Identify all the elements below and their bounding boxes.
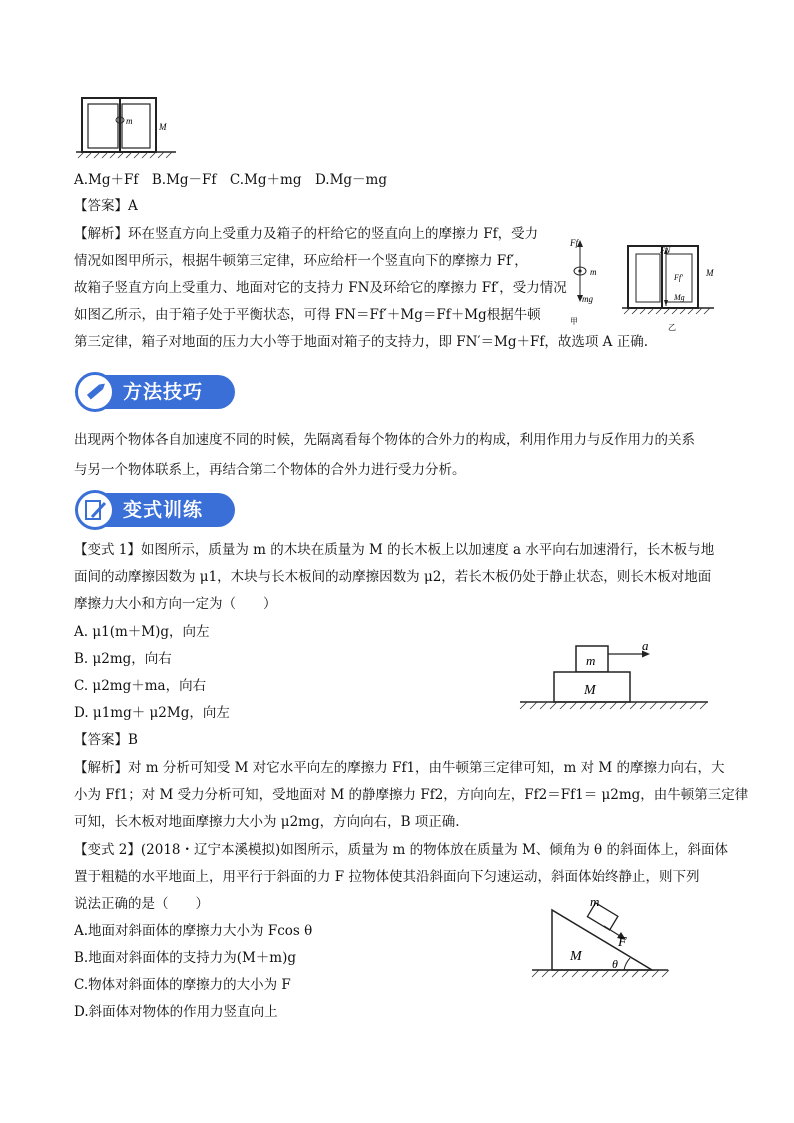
fig2-label-mg: mg [582, 294, 593, 304]
fig3-label-M: M [706, 268, 714, 278]
analysis-1-line-1: 【解析】环在竖直方向上受重力及箱子的杆给它的竖直向上的摩擦力 Ff，受力 [74, 226, 539, 242]
variant-1-analysis-line-3: 可知，长木板对地面摩擦力大小为 μ2mg，方向向右，B 项正确. [74, 814, 460, 830]
variant-1-option-d: D. μ1mg＋ μ2Mg，向左 [74, 705, 230, 721]
fig1-label-M: M [159, 122, 167, 132]
variant-2-line-1: 【变式 2】(2018・辽宁本溪模拟)如图所示，质量为 m 的物体放在质量为 M、倾角为 θ 的斜面体上，斜面体 [74, 842, 728, 858]
variant-1-analysis-line-2: 小为 Ff1；对 M 受力分析可知，受地面对 M 的静摩擦力 Ff2，方向向左，Ff2＝Ff1＝ μ2mg，由牛顿第三定律 [74, 787, 749, 803]
fig4-label-M: M [584, 683, 596, 698]
section-header-method [75, 372, 235, 412]
analysis-1-line-5: 第三定律，箱子对地面的压力大小等于地面对箱子的支持力，即 FN′＝Mg＋Ff，故选项 A 正确. [74, 334, 648, 350]
box-force-diagram [622, 240, 722, 332]
block-on-board-figure [516, 634, 716, 714]
fig5-label-F: F [618, 935, 627, 950]
fig1-label-m: m [126, 116, 133, 126]
variant-1-option-c: C. μ2mg＋ma，向右 [74, 678, 207, 694]
variant-2-line-3: 说法正确的是（ ） [74, 896, 209, 912]
variant-1-option-b: B. μ2mg，向右 [74, 651, 172, 667]
analysis-1-line-2: 情况如图甲所示，根据牛顿第三定律，环应给杆一个竖直向下的摩擦力 Ff′， [74, 253, 528, 269]
pencil-icon [75, 372, 115, 412]
fig3-label-Ff-prime: Ff′ [674, 273, 683, 282]
analysis-1-line-3: 故箱子竖直方向上受重力、地面对它的支持力 FN及环给它的摩擦力 Ff′，受力情况 [74, 280, 567, 296]
fig4-label-a: a [642, 638, 649, 653]
section-header-variant [75, 490, 235, 530]
answer-2: 【答案】B [74, 732, 138, 748]
section-title-method: 方法技巧 [123, 381, 204, 403]
variant-1-line-1: 【变式 1】如图所示，质量为 m 的木块在质量为 M 的长木板上以加速度 a 水平向右加速滑行，长木板与地 [74, 542, 715, 558]
fig3-label-yi: 乙 [668, 323, 676, 332]
box-ring-figure [76, 92, 176, 162]
fig3-label-Mg: Mg [674, 293, 685, 302]
section-title-variant: 变式训练 [123, 499, 204, 521]
fig5-label-m: m [590, 894, 600, 909]
variant-1-option-a: A. μ1(m＋M)g，向左 [74, 624, 210, 640]
fig2-label-jia: 甲 [570, 317, 578, 326]
analysis-1-line-4: 如图乙所示，由于箱子处于平衡状态，可得 FN＝Ff′＋Mg＝Ff＋Mg根据牛顿 [74, 307, 541, 323]
variant-2-option-b: B.地面对斜面体的支持力为(M＋m)g [74, 950, 297, 966]
variant-2-line-2: 置于粗糙的水平地面上，用平行于斜面的力 F 拉物体使其沿斜面向下匀速运动，斜面体始终静止，则下列 [74, 869, 700, 885]
variant-2-option-d: D.斜面体对物体的作用力竖直向上 [74, 1004, 278, 1020]
variant-2-option-c: C.物体对斜面体的摩擦力的大小为 F [74, 977, 291, 993]
variant-1-line-2: 面间的动摩擦因数为 μ1，木块与长木板间的动摩擦因数为 μ2，若长木板仍处于静止状态，则长木板对地面 [74, 569, 712, 585]
fig5-label-theta: θ [612, 957, 618, 971]
method-line-1: 出现两个物体各自加速度不同的时候，先隔离看每个物体的合外力的构成，利用作用力与反作用力的关系 [74, 432, 695, 448]
method-line-2: 与另一个物体联系上，再结合第二个物体的合外力进行受力分析。 [74, 462, 466, 478]
fig2-label-Ff: Ff [570, 238, 578, 248]
question-options: A.Mg＋Ff B.Mg－Ff C.Mg＋mg D.Mg－mg [74, 172, 387, 188]
ring-force-diagram [560, 236, 610, 328]
fig4-label-m: m [586, 653, 596, 668]
fig2-label-m: m [590, 267, 597, 277]
answer-1: 【答案】A [74, 198, 138, 214]
variant-1-line-3: 摩擦力大小和方向一定为（ ） [74, 596, 277, 612]
edit-icon [75, 490, 115, 530]
variant-1-analysis-line-1: 【解析】对 m 分析可知受 M 对它水平向左的摩擦力 Ff1，由牛顿第三定律可知，m 对 M 的摩擦力向右，大 [74, 760, 725, 776]
variant-2-option-a: A.地面对斜面体的摩擦力大小为 Fcos θ [74, 923, 313, 939]
fig3-label-FN: FN [660, 246, 671, 255]
fig5-label-M: M [570, 949, 582, 964]
incline-figure [528, 890, 678, 980]
